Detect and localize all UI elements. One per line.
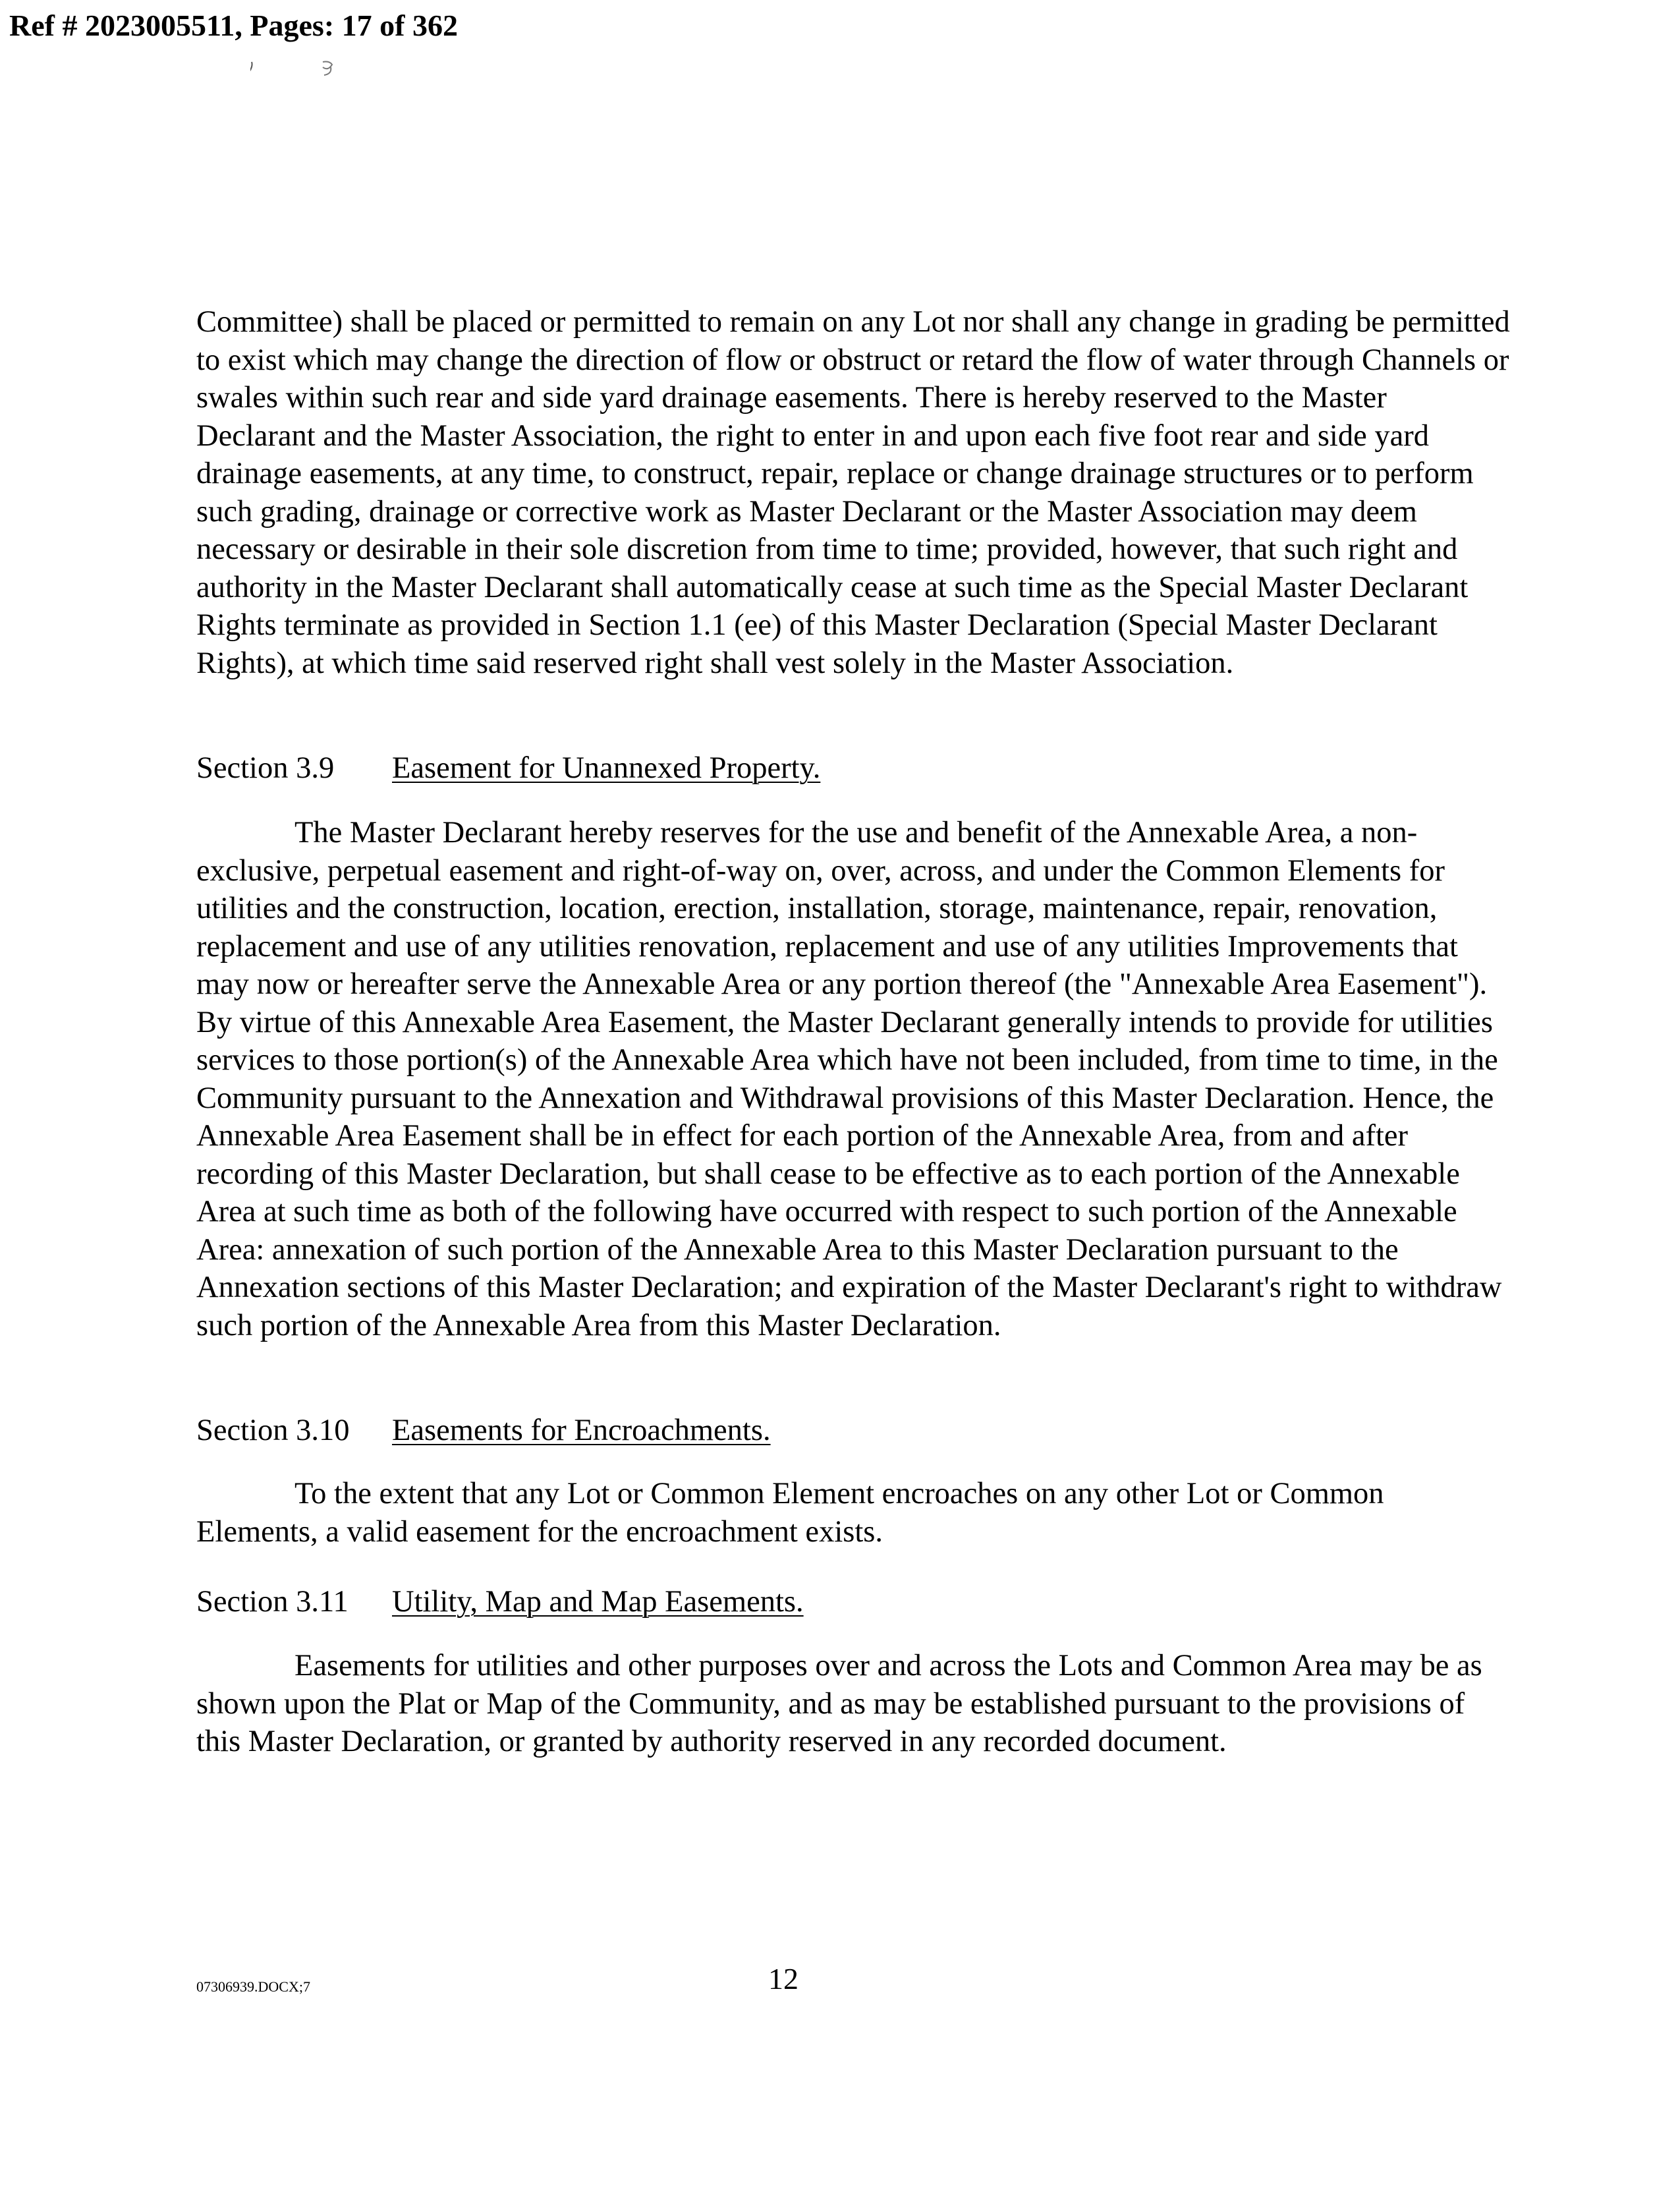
section-number: Section 3.11 <box>196 1585 349 1619</box>
section-number: Section 3.10 <box>196 1414 350 1447</box>
section-body-3-9 <box>196 814 1513 1344</box>
paragraph-3-11: Easements for utilities and other purposes over and across the Lots and Common Area may be as shown upon the Plat or Map of the Community, and as may be established pursuant to the provisions of this Master Declaration, or granted by authority reserved in any recorded document. <box>196 1649 1482 1758</box>
section-body-3-10 <box>196 1475 1513 1551</box>
section-heading-3-9 <box>196 749 820 787</box>
reference-stamp: Ref # 2023005511, Pages: 17 of 362 <box>9 9 458 42</box>
scan-artifact-marks <box>250 58 343 78</box>
paragraph-3-9: The Master Declarant hereby reserves for the use and benefit of the Annexable Area, a non-exclusive, perpetual easement and right-of-way on, over, across, and under the Common Elements for utilities and the construction, location, erection, installation, storage, maintenance, repair, renovation, replacement and use of any utilities renovation, replacement and use of any utilities Improvements that may now or hereafter serve the Annexable Area or any portion thereof (the "Annexable Area Easement"). By virtue of this Annexable Area Easement, the Master Declarant generally intends to provide for utilities services to those portion(s) of the Annexable Area which have not been included, from time to time, in the Community pursuant to the Annexation and Withdrawal provisions of this Master Declaration. Hence, the Annexable Area Easement shall be in effect for each portion of the Annexable Area, from and after recording of this Master Declaration, but shall cease to be effective as to each portion of the Annexable Area at such time as both of the following have occurred with respect to such portion of the Annexable Area: annexation of such portion of the Annexable Area to this Master Declaration pursuant to the Annexation sections of this Master Declaration; and expiration of the Master Declarant's right to withdraw such portion of the Annexable Area from this Master Declaration. <box>196 816 1502 1342</box>
paragraph-continued: Committee) shall be placed or permitted to remain on any Lot nor shall any change in grading be permitted to exist which may change the direction of flow or obstruct or retard the flow of water through Channels or swales within such rear and side yard drainage easements. There is hereby reserved to the Master Declarant and the Master Association, the right to enter in and upon each five foot rear and side yard drainage easements, at any time, to construct, repair, replace or change drainage structures or to perform such grading, drainage or corrective work as Master Declarant or the Master Association may deem necessary or desirable in their sole discretion from time to time; provided, however, that such right and authority in the Master Declarant shall automatically cease at such time as the Special Master Declarant Rights terminate as provided in Section 1.1 (ee) of this Master Declaration (Special Master Declarant Rights), at which time said reserved right shall vest solely in the Master Association. <box>196 305 1510 680</box>
section-body-3-11 <box>196 1647 1513 1761</box>
section-title: Utility, Map and Map Easements. <box>392 1585 804 1619</box>
section-heading-3-10 <box>196 1412 771 1449</box>
section-title: Easement for Unannexed Property. <box>392 751 821 785</box>
document-body-continued <box>196 303 1513 682</box>
page-number: 12 <box>768 1962 798 1996</box>
section-number: Section 3.9 <box>196 751 335 785</box>
document-code: 07306939.DOCX;7 <box>196 1978 310 1995</box>
paragraph-3-10: To the extent that any Lot or Common Element encroaches on any other Lot or Common Elements, a valid easement for the encroachment exists. <box>196 1477 1384 1549</box>
section-heading-3-11 <box>196 1583 804 1621</box>
section-title: Easements for Encroachments. <box>392 1414 771 1447</box>
